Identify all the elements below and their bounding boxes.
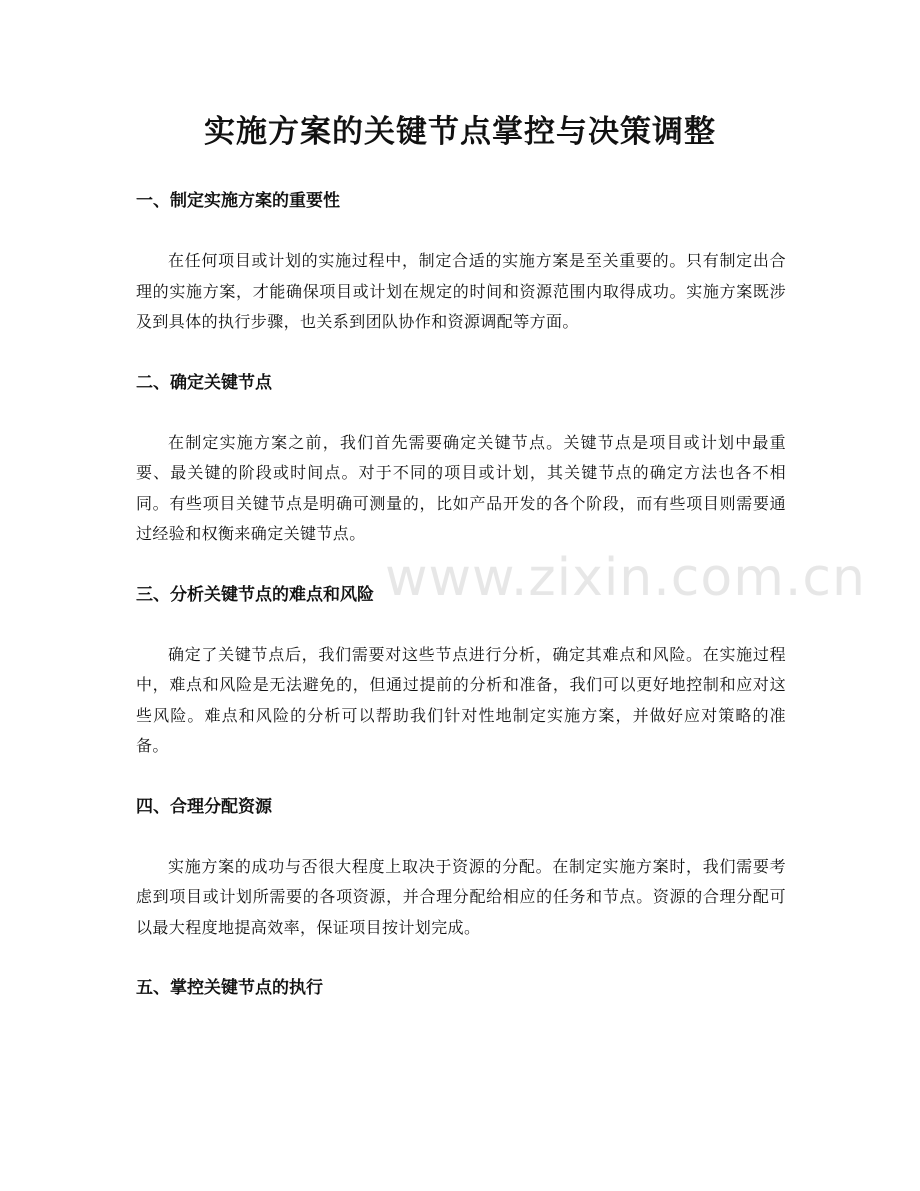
document-body (136, 186, 786, 1003)
section-heading-2: 二、确定关键节点 (136, 372, 272, 393)
section-heading-1: 一、制定实施方案的重要性 (136, 191, 340, 211)
section-paragraph-4: 实施方案的成功与否很大程度上取决于资源的分配。在制定实施方案时，我们需要考虑到项目或计划所需要的各项资源，并合理分配给相应的任务和节点。资源的合理分配可以最大程度地提高效率，保证项目按计划完成。 (136, 856, 786, 937)
section-heading-4: 四、合理分配资源 (136, 796, 272, 817)
watermark-text: www.zixin.com.cn (385, 548, 866, 608)
section-paragraph-3: 确定了关键节点后，我们需要对这些节点进行分析，确定其难点和风险。在实施过程中，难点和风险是无法避免的，但通过提前的分析和准备，我们可以更好地控制和应对这些风险。难点和风险的分析可以帮助我们针对性地制定实施方案，并做好应对策略的准备。 (136, 644, 786, 755)
section-paragraph-2: 在制定实施方案之前，我们首先需要确定关键节点。关键节点是项目或计划中最重要、最关键的阶段或时间点。对于不同的项目或计划，其关键节点的确定方法也各不相同。有些项目关键节点是明确可测量的，比如产品开发的各个阶段，而有些项目则需要通过经验和权衡来确定关键节点。 (136, 432, 786, 543)
document-title: 实施方案的关键节点掌控与决策调整 (204, 114, 716, 150)
section-paragraph-1: 在任何项目或计划的实施过程中，制定合适的实施方案是至关重要的。只有制定出合理的实施方案，才能确保项目或计划在规定的时间和资源范围内取得成功。实施方案既涉及到具体的执行步骤，也关系到团队协作和资源调配等方面。 (136, 251, 786, 331)
section-heading-5: 五、掌控关键节点的执行 (136, 978, 323, 998)
section-heading-3: 三、分析关键节点的难点和风险 (136, 584, 374, 605)
